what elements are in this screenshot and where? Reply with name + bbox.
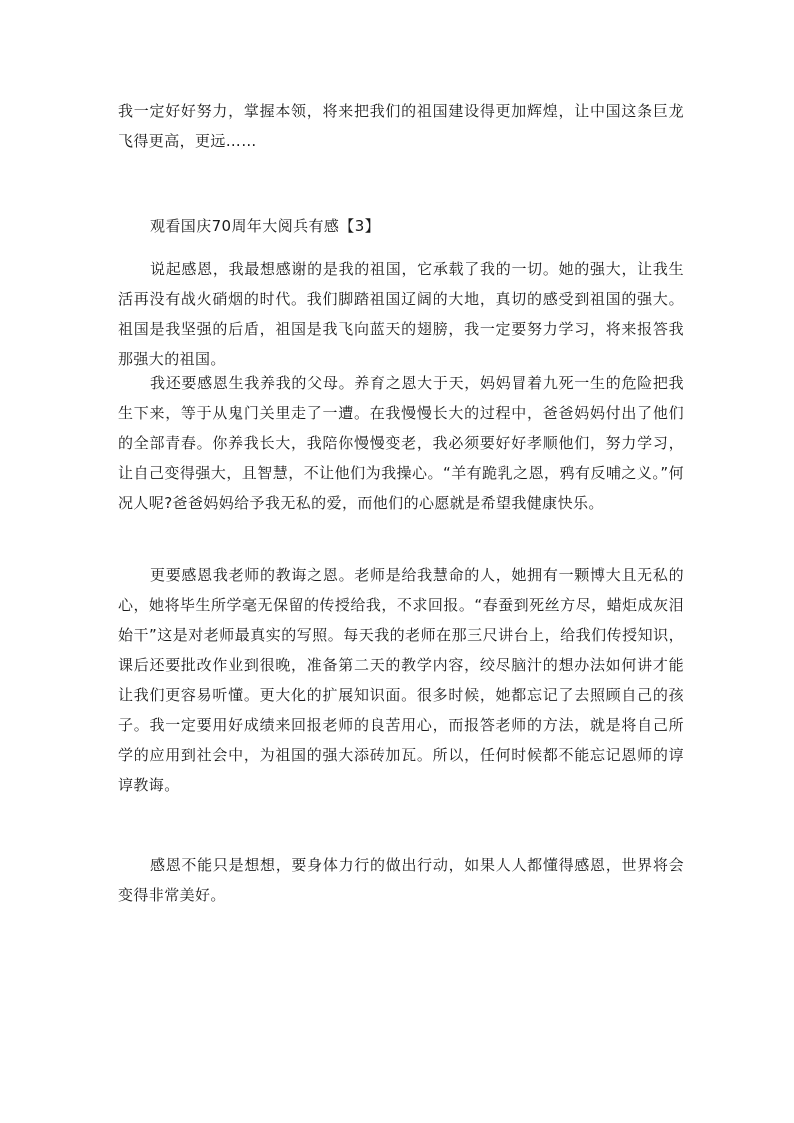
paragraph-conclusion: 感恩不能只是想想，要身体力行的做出行动，如果人人都懂得感恩，世界将会变得非常美好。 — [118, 856, 684, 904]
paragraph-gratitude-parents: 我还要感恩生我养我的父母。养育之恩大于天，妈妈冒着九死一生的危险把我生下来，等于从鬼门关里走了一遭。在我慢慢长大的过程中，爸爸妈妈付出了他们的全部青春。你养我长大，我陪你慢慢变老，我必须要好好孝顺他们，努力学习，让自己变得强大，且智慧，不让他们为我操心。“羊有跪乳之恩，鸦有反哺之义。”何况人呢?爸爸妈妈给予我无私的爱，而他们的心愿就是希望我健康快乐。 — [118, 374, 684, 512]
continuation-paragraph: 我一定好好努力，掌握本领，将来把我们的祖国建设得更加辉煌，让中国这条巨龙飞得更高，更远…… — [118, 102, 684, 150]
section-title: 观看国庆70周年大阅兵有感【3】 — [150, 217, 381, 235]
paragraph-gratitude-country: 说起感恩，我最想感谢的是我的祖国，它承载了我的一切。她的强大，让我生活再没有战火硝烟的时代。我们脚踏祖国辽阔的大地，真切的感受到祖国的强大。祖国是我坚强的后盾，祖国是我飞向蓝天的翅膀，我一定要努力学习，将来报答我那强大的祖国。 — [118, 260, 684, 368]
paragraph-gratitude-teacher: 更要感恩我老师的教诲之恩。老师是给我慧命的人，她拥有一颗博大且无私的心，她将毕生所学毫无保留的传授给我，不求回报。“春蚕到死丝方尽，蜡炬成灰泪始干”这是对老师最真实的写照。每天我的老师在那三尺讲台上，给我们传授知识，课后还要批改作业到很晚，准备第二天的教学内容，绞尽脑汁的想办法如何讲才能让我们更容易听懂。更大化的扩展知识面。很多时候，她都忘记了去照顾自己的孩子。我一定要用好成绩来回报老师的良苦用心，而报答老师的方法，就是将自己所学的应用到社会中，为祖国的强大添砖加瓦。所以，任何时候都不能忘记恩师的谆谆教诲。 — [118, 566, 684, 794]
